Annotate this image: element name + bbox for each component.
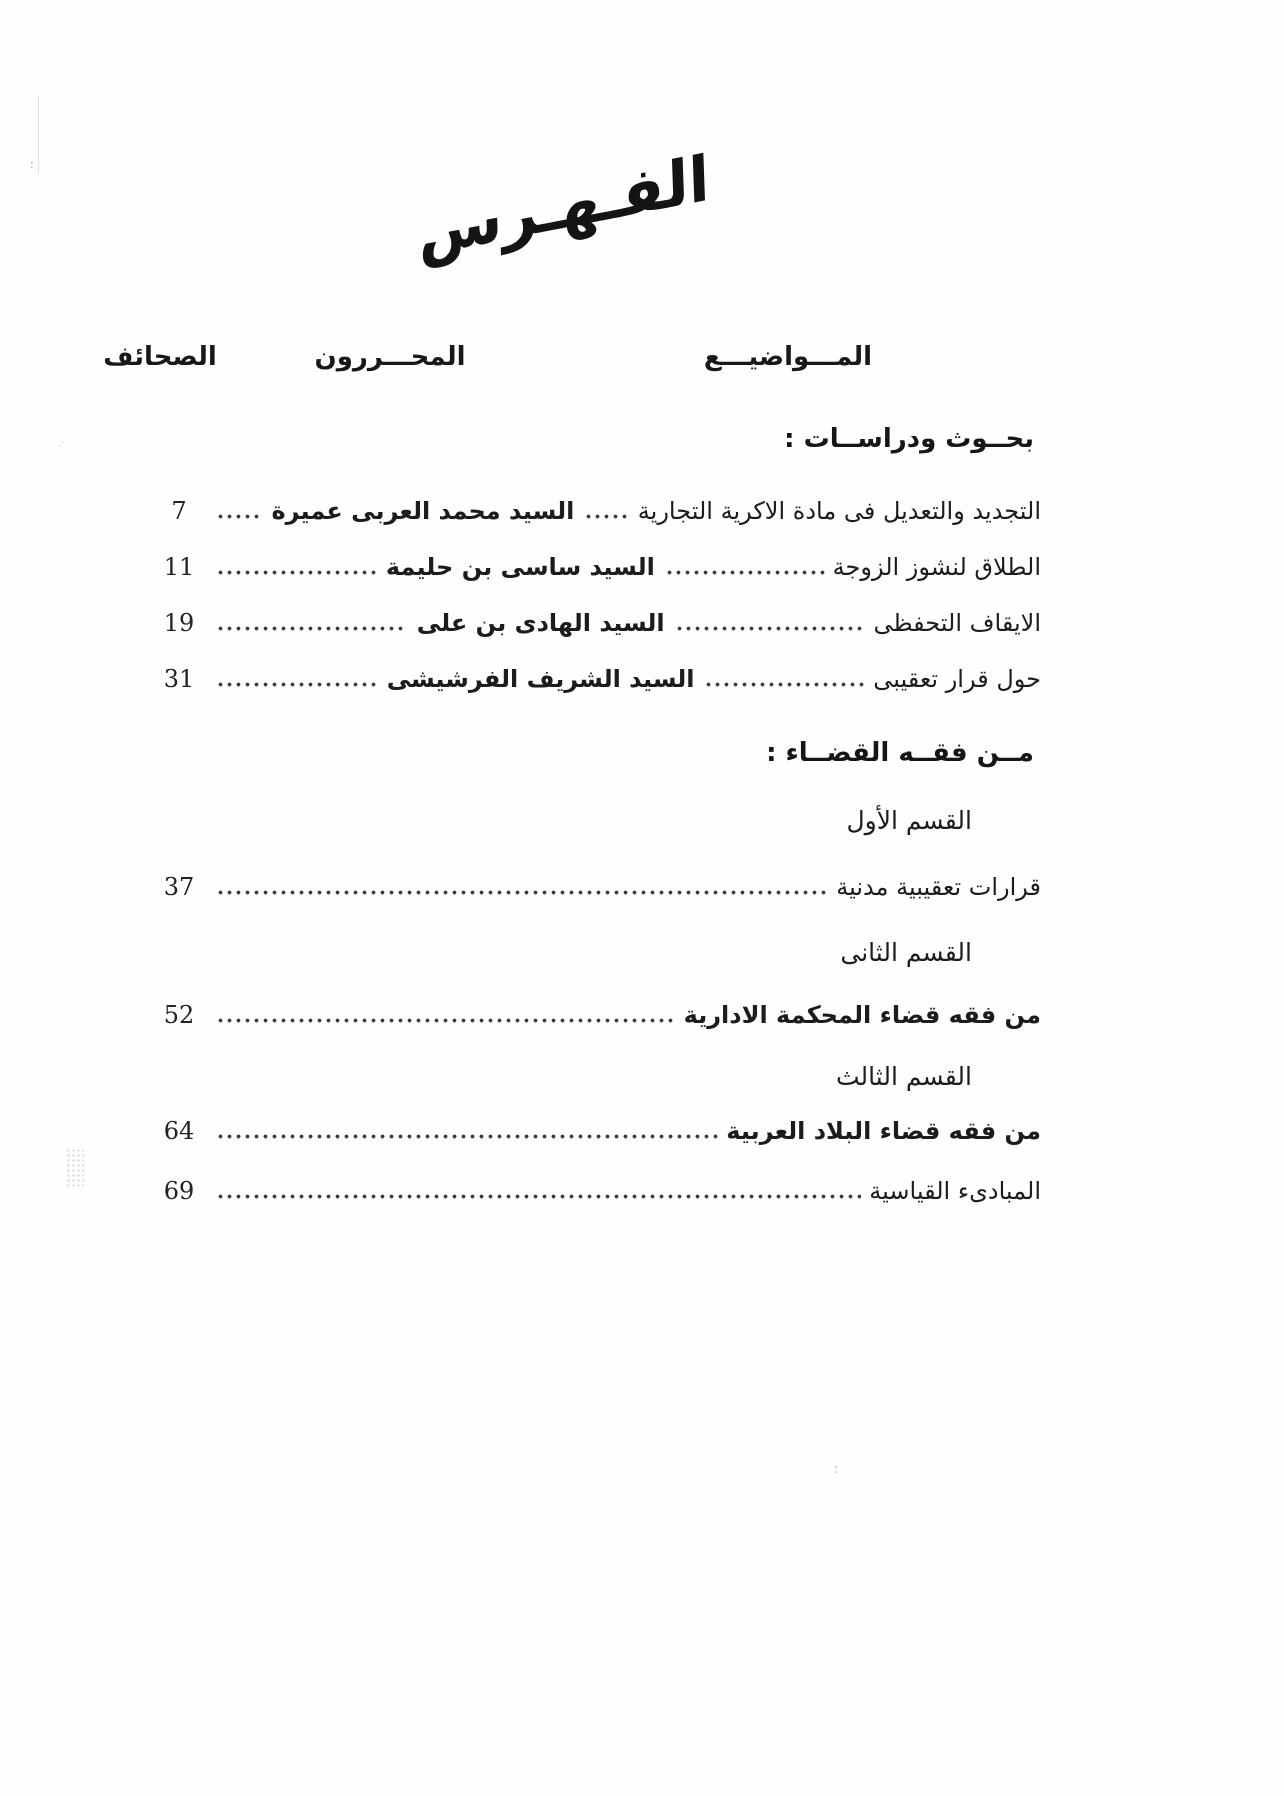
subsection-label-part3: القسم الثالث — [836, 1062, 972, 1091]
entry-topic: حول قرار تعقيبى — [873, 665, 1041, 693]
column-header-pages: الصحائف — [103, 342, 217, 372]
entry-author: السيد محمد العربى عميرة — [271, 497, 575, 525]
dotted-leader — [216, 1192, 861, 1201]
dotted-leader — [584, 512, 629, 521]
entry-topic: الطلاق لنشوز الزوجة — [832, 553, 1041, 581]
calligraphic-title: الفـهـرس — [416, 140, 711, 272]
toc-entry — [150, 492, 1041, 528]
entry-topic: من فقه قضاء البلاد العربية — [726, 1117, 1041, 1145]
scan-artifact-speck: ·. — [58, 438, 65, 449]
column-header-editors: المحـــررون — [314, 342, 466, 372]
toc-entry — [150, 660, 1041, 696]
column-header-topics: المـــواضيـــع — [703, 342, 873, 372]
entry-page-number: 7 — [171, 497, 187, 525]
entry-topic: الايقاف التحفظى — [873, 609, 1041, 637]
toc-entry — [150, 868, 1041, 904]
dotted-leader — [216, 888, 828, 897]
toc-entry — [150, 1172, 1041, 1208]
entry-author: السيد الشريف الفرشيشى — [386, 665, 695, 693]
dotted-leader — [704, 680, 865, 689]
entry-page-number: 69 — [163, 1177, 195, 1205]
section-heading-jurisprudence: مــن فقــه القضــاء : — [766, 738, 1034, 768]
entry-topic: التجديد والتعديل فى مادة الاكرية التجارية — [637, 497, 1041, 525]
entry-topic: من فقه قضاء المحكمة الادارية — [683, 1001, 1041, 1029]
subsection-label-part2: القسم الثانى — [840, 938, 972, 967]
subsection-label-part1: القسم الأول — [846, 806, 972, 835]
toc-entry — [150, 1112, 1041, 1148]
scan-artifact-speck: ؛ — [834, 1462, 838, 1476]
entry-topic: المبادىء القياسية — [869, 1177, 1041, 1205]
dotted-leader — [216, 680, 377, 689]
entry-page-number: 64 — [163, 1117, 195, 1145]
dotted-leader — [216, 512, 261, 521]
dotted-leader — [216, 568, 376, 577]
entry-page-number: 37 — [163, 873, 195, 901]
entry-topic: قرارات تعقيبية مدنية — [836, 873, 1041, 901]
entry-page-number: 19 — [163, 609, 195, 637]
entry-page-number: 52 — [163, 1001, 195, 1029]
entry-page-number: 11 — [163, 553, 195, 581]
entry-page-number: 31 — [163, 665, 195, 693]
entry-author: السيد الهادى بن على — [416, 609, 665, 637]
dotted-leader — [216, 624, 407, 633]
dotted-leader — [216, 1016, 676, 1025]
toc-entry — [150, 548, 1041, 584]
dotted-leader — [665, 568, 825, 577]
entry-author: السيد ساسى بن حليمة — [385, 553, 655, 581]
dotted-leader — [675, 624, 866, 633]
scan-artifact-line — [38, 96, 39, 174]
scan-artifact-mark: : — [30, 158, 34, 171]
toc-entry — [150, 996, 1041, 1032]
dotted-leader — [216, 1132, 718, 1141]
scan-artifact-speckle-cluster — [66, 1148, 84, 1188]
toc-entry — [150, 604, 1041, 640]
section-heading-research: بحــوث ودراســات : — [784, 424, 1034, 454]
